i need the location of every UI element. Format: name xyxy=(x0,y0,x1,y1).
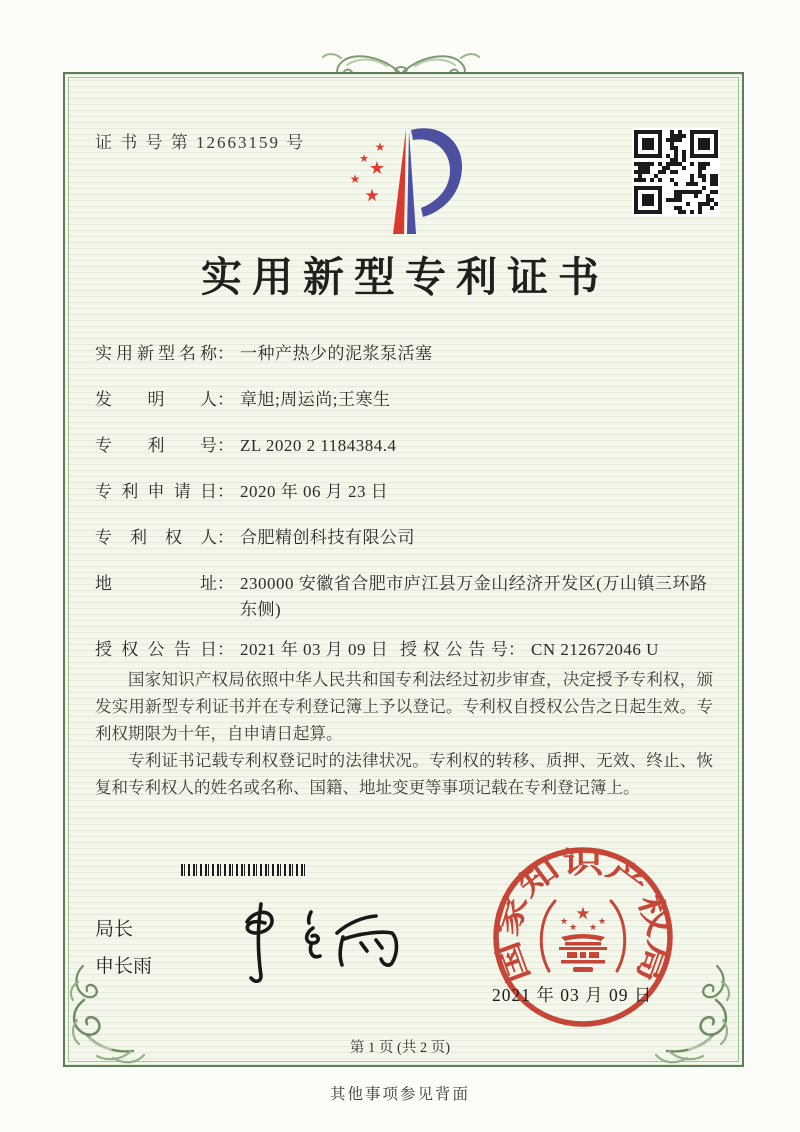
svg-text:★: ★ xyxy=(559,917,569,927)
legal-paragraph-1: 国家知识产权局依照中华人民共和国专利法经过初步审查，决定授予专利权，颁发实用新型专利证书并在专利登记簿上予以登记。专利权自授权公告之日起生效。专利权期限为十年，自申请日起算。 xyxy=(95,670,713,743)
field-value-grant-date: 2021 年 03 月 09 日 xyxy=(240,640,389,659)
back-side-note: 其他事项参见背面 xyxy=(329,1086,470,1103)
svg-text:★: ★ xyxy=(359,152,369,165)
field-row-address: 地址 ： 230000 安徽省合肥市庐江县万金山经济开发区(万山镇三环路东侧) xyxy=(95,571,713,623)
field-value-invention-name: 一种产热少的泥浆泵活塞 xyxy=(240,344,433,363)
page-number: 第 1 页 (共 2 页) xyxy=(349,1040,451,1056)
field-row-name: 实用新型名称 ： 一种产热少的泥浆泵活塞 xyxy=(95,341,713,367)
field-value-patent-no: ZL 2020 2 1184384.4 xyxy=(240,436,397,455)
seal-date: 2021 年 03 月 09 日 xyxy=(492,985,653,1005)
field-value-inventors: 章旭;周运尚;王寒生 xyxy=(240,390,391,409)
legal-paragraph-2: 专利证书记载专利权登记时的法律状况。专利权的转移、质押、无效、终止、恢复和专利权人的姓名或名称、国籍、地址变更等事项记载在专利登记簿上。 xyxy=(95,751,713,797)
field-label: 专利权人 xyxy=(95,528,217,547)
field-label: 专利申请日 xyxy=(95,482,217,501)
grant-number-group: 授权公告号 ： CN 212672046 U xyxy=(400,637,659,663)
svg-text:★: ★ xyxy=(368,158,386,179)
director-signature xyxy=(225,886,420,988)
field-label: 授权公告号 xyxy=(400,640,508,659)
field-value-patentee: 合肥精创科技有限公司 xyxy=(240,528,415,547)
svg-text:★: ★ xyxy=(588,923,598,933)
certificate-title: 实用新型专利证书 xyxy=(201,254,609,300)
field-row-patentee: 专利权人 ： 合肥精创科技有限公司 xyxy=(95,525,713,551)
field-row-filing-date: 专利申请日 ： 2020 年 06 月 23 日 xyxy=(95,479,713,505)
certificate-fields xyxy=(95,341,713,683)
field-value-filing-date: 2020 年 06 月 23 日 xyxy=(240,482,389,501)
svg-text:★: ★ xyxy=(374,140,386,154)
field-label: 地址 xyxy=(95,574,217,593)
svg-text:★: ★ xyxy=(364,186,380,206)
field-row-patent-no: 专利号 ： ZL 2020 2 1184384.4 xyxy=(95,433,713,459)
field-row-inventors: 发明人 ： 章旭;周运尚;王寒生 xyxy=(95,387,713,413)
logo-red-spike xyxy=(393,129,406,234)
logo-blue-bowl xyxy=(411,128,462,217)
logo-stars xyxy=(350,140,386,206)
signer-name-label: 申长雨 xyxy=(95,956,153,977)
field-label: 发明人 xyxy=(95,390,217,409)
legal-text xyxy=(95,666,713,801)
seal-agency-text: 国家知识产权局 xyxy=(490,846,675,987)
certificate-number: 证 书 号 第 12663159 号 xyxy=(95,133,306,152)
cnipa-logo xyxy=(335,116,470,238)
field-value-address: 230000 安徽省合肥市庐江县万金山经济开发区(万山镇三环路东侧) xyxy=(240,574,708,619)
svg-text:★: ★ xyxy=(349,172,361,186)
qr-code xyxy=(632,128,720,216)
seal-emblem xyxy=(541,901,624,972)
svg-text:★: ★ xyxy=(575,904,591,924)
svg-text:★: ★ xyxy=(568,923,578,933)
barcode xyxy=(181,864,308,876)
field-value-grant-no: CN 212672046 U xyxy=(531,640,659,659)
field-label: 实用新型名称 xyxy=(95,344,217,363)
field-label: 专利号 xyxy=(95,436,217,455)
svg-text:★: ★ xyxy=(597,917,607,927)
field-label: 授权公告日 xyxy=(95,640,217,659)
field-row-grant: 授权公告日 ： 2021 年 03 月 09 日 授权公告号 ： CN 212672046 U xyxy=(95,637,713,663)
logo-blue-stem xyxy=(407,131,416,234)
signer-role-label: 局长 xyxy=(95,919,134,940)
